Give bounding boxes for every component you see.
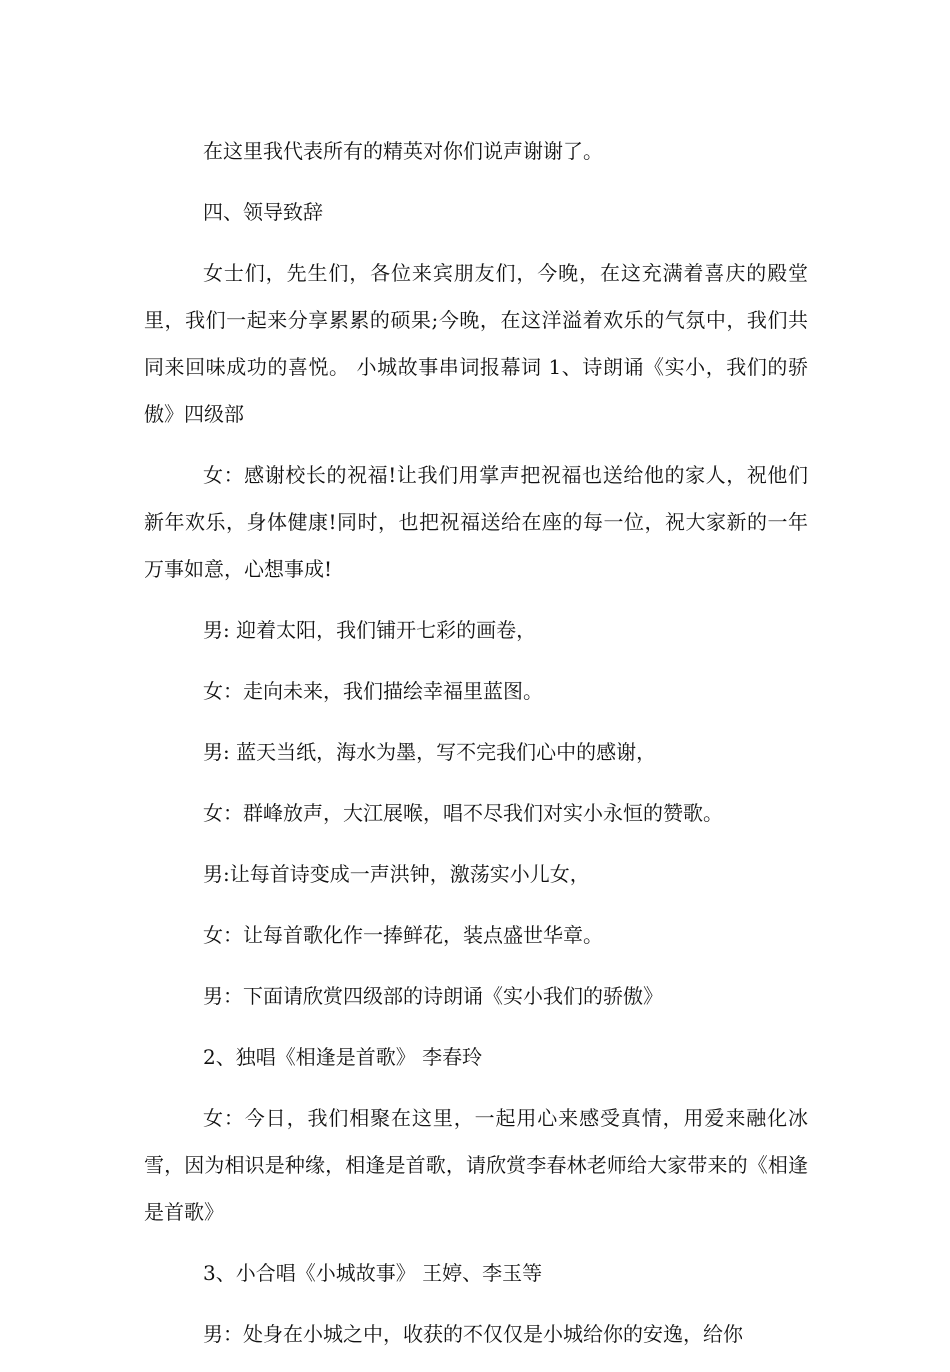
paragraph: 女：群峰放声，大江展喉，唱不尽我们对实小永恒的赞歌。	[203, 801, 723, 825]
paragraph: 男：处身在小城之中，收获的不仅仅是小城给你的安逸，给你	[203, 1322, 743, 1346]
paragraph: 女：感谢校长的祝福!让我们用掌声把祝福也送给他的家人，祝他们新年欢乐，身体健康!同时，也把祝福送给在座的每一位，祝大家新的一年万事如意，心想事成!	[144, 463, 808, 581]
paragraph: 女：让每首歌化作一捧鲜花，装点盛世华章。	[203, 923, 603, 947]
section-heading: 3、小合唱《小城故事》 王婷、李玉等	[203, 1261, 543, 1285]
paragraph: 女士们，先生们，各位来宾朋友们，今晚，在这充满着喜庆的殿堂里，我们一起来分享累累的硕果;今晚，在这洋溢着欢乐的气氛中，我们共同来回味成功的喜悦。 小城故事串词报幕词 1、诗朗诵《实小，我们的骄傲》四级部	[144, 261, 808, 426]
paragraph: 男: 迎着太阳，我们铺开七彩的画卷，	[203, 618, 537, 642]
section-heading: 四、领导致辞	[203, 200, 323, 224]
paragraph: 男：下面请欣赏四级部的诗朗诵《实小我们的骄傲》	[203, 984, 663, 1008]
section-heading: 2、独唱《相逢是首歌》 李春玲	[203, 1045, 483, 1069]
paragraph: 女：走向未来，我们描绘幸福里蓝图。	[203, 679, 543, 703]
paragraph: 男: 蓝天当纸，海水为墨，写不完我们心中的感谢，	[203, 740, 657, 764]
paragraph: 女：今日，我们相聚在这里，一起用心来感受真情，用爱来融化冰雪，因为相识是种缘，相逢是首歌，请欣赏李春林老师给大家带来的《相逢是首歌》	[144, 1106, 808, 1224]
paragraph: 在这里我代表所有的精英对你们说声谢谢了。	[203, 139, 603, 163]
document-body	[144, 128, 808, 1372]
paragraph: 男:让每首诗变成一声洪钟，激荡实小儿女，	[203, 862, 590, 886]
